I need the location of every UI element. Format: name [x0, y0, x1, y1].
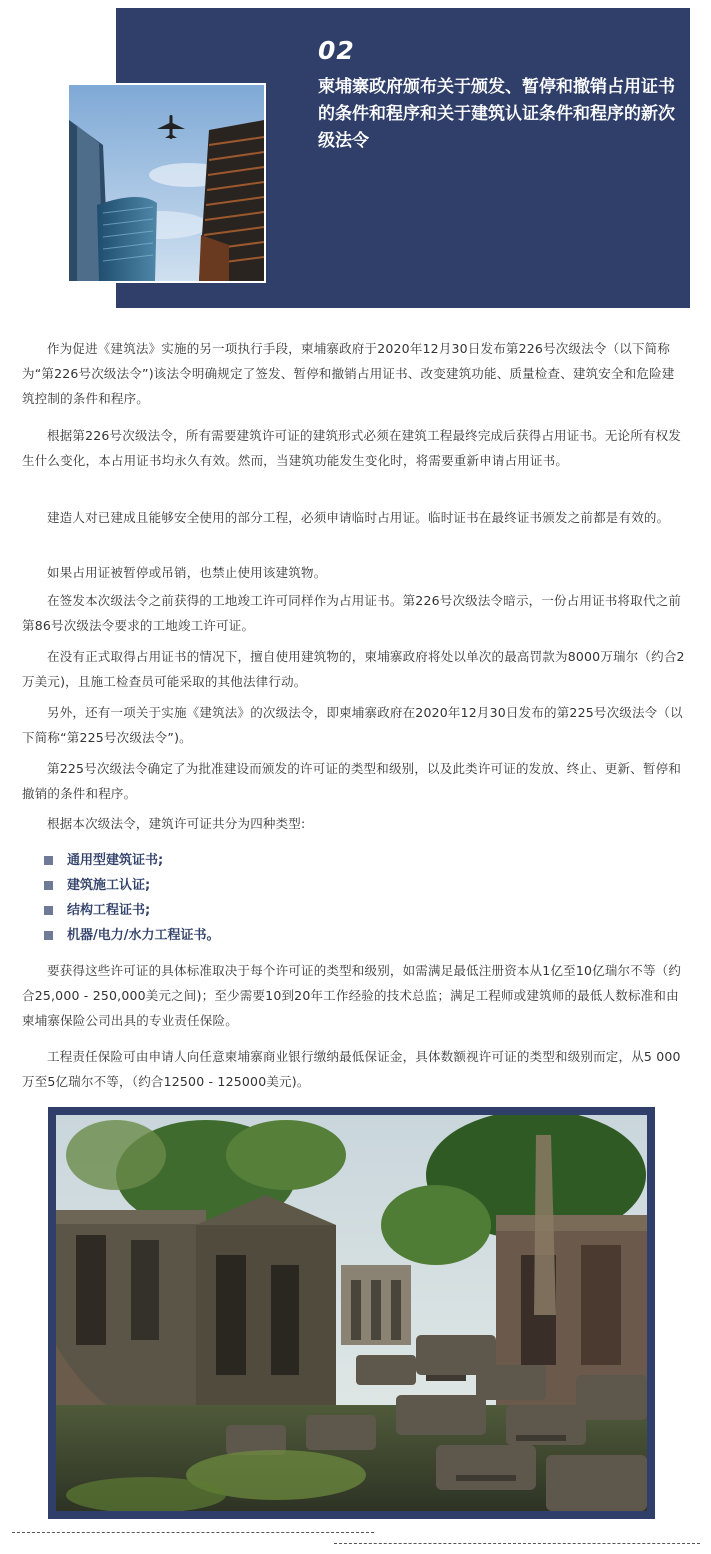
square-bullet-icon: [44, 881, 53, 890]
paragraph: 如果占用证被暂停或吊销，也禁止使用该建筑物。: [47, 565, 327, 580]
paragraph: 建造人对已建成且能够安全使用的部分工程，必须申请临时占用证。临时证书在最终证书颁发之前都是有效的。: [47, 510, 670, 525]
paragraph: 另外，还有一项关于实施《建筑法》的次级法令，即柬埔寨政府在2020年12月30日发布的第225号次级法令（以下简称“第225号次级法令”)。: [22, 705, 683, 745]
section-title: 柬埔寨政府颁布关于颁发、暂停和撤销占用证书的条件和程序和关于建筑认证条件和程序的新次级法令: [318, 77, 675, 151]
paragraph: 要获得这些许可证的具体标准取决于每个许可证的类型和级别，如需满足最低注册资本从1亿至10亿瑞尔不等（约合25,000 - 250,000美元之间)；至少需要10到20年工作经验的技术总监；满足工程师或建筑师的最低人数标准和由柬埔寨保险公司出具的专业责任保险。: [22, 963, 682, 1028]
list-item-label: 机器/电力/水力工程证书。: [67, 928, 220, 943]
paragraph: 在没有正式取得占用证书的情况下，擅自使用建筑物的，柬埔寨政府将处以单次的最高罚款为8000万瑞尔（约合2万美元)，且施工检查员可能采取的其他法律行动。: [22, 649, 685, 689]
list-item-label: 结构工程证书;: [67, 903, 151, 918]
square-bullet-icon: [44, 906, 53, 915]
list-item-label: 通用型建筑证书;: [67, 853, 164, 868]
list-item: [44, 923, 220, 948]
divider: [334, 1543, 700, 1544]
paragraph: 根据第226号次级法令，所有需要建筑许可证的建筑形式必须在建筑工程最终完成后获得占用证书。无论所有权发生什么变化，本占用证书均永久有效。然而，当建筑功能发生变化时，将需要重新申请占用证书。: [22, 428, 682, 468]
list-item-label: 建筑施工认证;: [67, 878, 151, 893]
paragraph: 在签发本次级法令之前获得的工地竣工许可同样作为占用证书。第226号次级法令暗示，一份占用证书将取代之前第86号次级法令要求的工地竣工许可证。: [22, 593, 682, 633]
square-bullet-icon: [44, 931, 53, 940]
list-item: [44, 848, 220, 873]
license-type-list: [44, 848, 220, 948]
temple-ruins-photo: [56, 1115, 647, 1511]
divider: [12, 1532, 374, 1533]
list-item: [44, 898, 220, 923]
list-item: [44, 873, 220, 898]
section-number: 02: [318, 36, 355, 65]
bottom-photo-frame: [48, 1107, 655, 1519]
square-bullet-icon: [44, 856, 53, 865]
paragraph: 工程责任保险可由申请人向任意柬埔寨商业银行缴纳最低保证金，具体数额视许可证的类型和级别而定，从5 000万至5亿瑞尔不等，（约合12500 - 125000美元)。: [22, 1049, 681, 1089]
header-photo-skyscrapers: [67, 83, 266, 283]
paragraph: 第225号次级法令确定了为批准建设而颁发的许可证的类型和级别，以及此类许可证的发放、终止、更新、暂停和撤销的条件和程序。: [22, 761, 682, 801]
paragraph: 作为促进《建筑法》实施的另一项执行手段，柬埔寨政府于2020年12月30日发布第226号次级法令（以下简称为“第226号次级法令”)该法令明确规定了签发、暂停和撤销占用证书、改变建筑功能、质量检查、建筑安全和危险建筑控制的条件和程序。: [22, 341, 675, 406]
paragraph: 根据本次级法令，建筑许可证共分为四种类型:: [47, 816, 306, 831]
